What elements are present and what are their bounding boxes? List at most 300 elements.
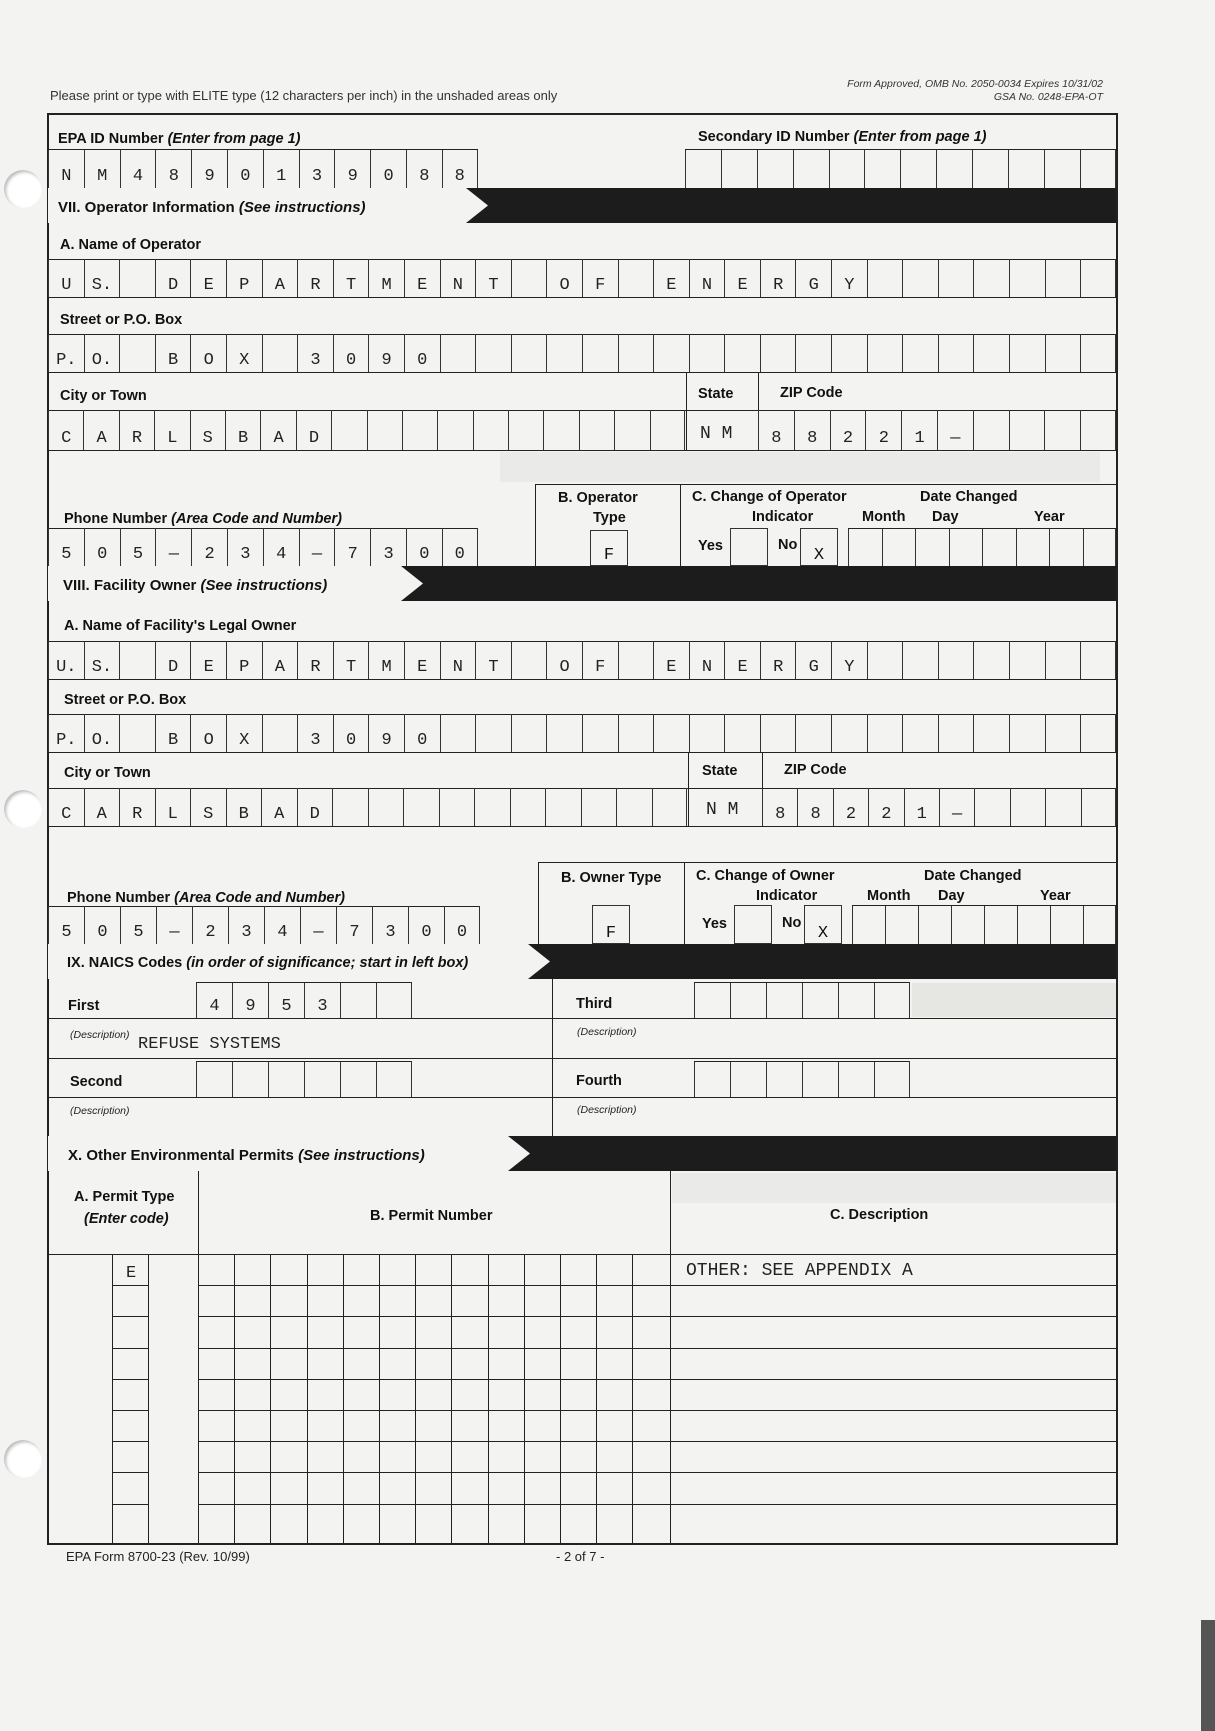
no-checkbox[interactable]: X [800,528,838,566]
owner-street-char[interactable] [1045,714,1081,752]
epa-id-char[interactable]: 0 [370,150,406,188]
secondary-id-char[interactable] [936,150,972,188]
owner-street-char[interactable]: X [226,714,262,752]
owner-street-char[interactable] [262,714,298,752]
owner-zip-char[interactable] [1045,788,1080,826]
operator-phone-char[interactable]: 4 [263,528,299,566]
operator-street-char[interactable] [119,334,155,372]
naics-first-char[interactable]: 4 [196,982,232,1018]
operator-name-char[interactable]: R [297,259,333,297]
secondary-id-char[interactable] [793,150,829,188]
owner-street-char[interactable] [475,714,511,752]
operator-street-char[interactable]: B [155,334,191,372]
operator-city-char[interactable] [543,410,578,450]
owner-name-char[interactable]: R [297,641,333,679]
secondary-id-char[interactable] [1080,150,1116,188]
epa-id-char[interactable]: 8 [155,150,191,188]
operator-name-char[interactable]: R [760,259,796,297]
operator-phone-char[interactable]: 3 [370,528,406,566]
operator-name-char[interactable]: E [653,259,689,297]
operator-street-char[interactable]: 0 [333,334,369,372]
owner-phone-char[interactable]: 2 [192,906,228,944]
epa-id-char[interactable]: 8 [442,150,478,188]
operator-city-char[interactable] [508,410,543,450]
owner-zip-char[interactable]: 2 [833,788,868,826]
naics-second-field[interactable] [196,1061,412,1097]
owner-name-char[interactable]: E [190,641,226,679]
secondary-id-field[interactable] [685,150,1116,188]
operator-date-field[interactable] [848,528,1116,566]
operator-zip-char[interactable]: 2 [830,410,866,450]
operator-phone-char[interactable]: 0 [406,528,442,566]
naics-fourth-char[interactable] [730,1061,766,1097]
operator-name-char[interactable] [902,259,938,297]
operator-date-char[interactable] [1049,528,1083,566]
operator-phone-char[interactable]: 3 [227,528,263,566]
operator-city-char[interactable]: A [83,410,118,450]
naics-fourth-field[interactable] [694,1061,910,1097]
operator-city-field[interactable] [48,410,685,450]
operator-zip-field[interactable] [758,410,1116,450]
naics-first-char[interactable]: 3 [304,982,340,1018]
owner-street-char[interactable] [760,714,796,752]
owner-city-char[interactable]: B [226,788,262,826]
operator-zip-char[interactable] [1009,410,1045,450]
operator-street-char[interactable] [511,334,547,372]
naics-first-char[interactable]: 9 [232,982,268,1018]
owner-street-char[interactable] [1080,714,1116,752]
owner-street-char[interactable] [618,714,654,752]
permit-type-row-1[interactable]: E [126,1264,137,1283]
owner-phone-char[interactable]: 5 [48,906,84,944]
owner-name-char[interactable] [867,641,903,679]
operator-zip-char[interactable]: 8 [794,410,830,450]
operator-phone-char[interactable]: — [299,528,335,566]
operator-zip-char[interactable]: 8 [758,410,794,450]
owner-name-char[interactable]: Y [831,641,867,679]
owner-street-char[interactable] [867,714,903,752]
operator-date-char[interactable] [949,528,983,566]
operator-street-char[interactable] [618,334,654,372]
operator-phone-char[interactable]: — [155,528,191,566]
epa-id-char[interactable]: 0 [227,150,263,188]
operator-name-char[interactable]: S. [84,259,120,297]
operator-street-char[interactable] [262,334,298,372]
operator-name-char[interactable]: P [226,259,262,297]
epa-id-char[interactable]: N [48,150,84,188]
owner-street-char[interactable] [938,714,974,752]
operator-city-char[interactable] [437,410,472,450]
operator-phone-char[interactable]: 2 [191,528,227,566]
owner-yes-checkbox[interactable] [734,905,772,944]
naics-third-char[interactable] [802,982,838,1018]
operator-street-char[interactable] [938,334,974,372]
operator-street-char[interactable]: O [190,334,226,372]
operator-type-field[interactable]: F [590,530,628,566]
operator-zip-char[interactable]: 1 [901,410,937,450]
operator-street-char[interactable] [973,334,1009,372]
naics-first-char[interactable] [376,982,412,1018]
owner-name-char[interactable]: O [546,641,582,679]
operator-zip-char[interactable]: — [937,410,973,450]
owner-name-char[interactable]: N [689,641,725,679]
permit-description-row-1[interactable]: OTHER: SEE APPENDIX A [686,1261,913,1281]
naics-third-char[interactable] [730,982,766,1018]
operator-phone-char[interactable]: 0 [442,528,478,566]
epa-id-char[interactable]: M [84,150,120,188]
operator-city-char[interactable] [331,410,366,450]
operator-city-char[interactable]: A [260,410,295,450]
owner-no-checkbox[interactable]: X [804,905,842,944]
yes-checkbox[interactable] [730,528,768,566]
owner-phone-char[interactable]: 0 [84,906,120,944]
operator-phone-field[interactable] [48,528,478,566]
naics-second-desc-label: (Description) [70,1105,130,1117]
naics-first-char[interactable] [340,982,376,1018]
operator-city-char[interactable]: B [225,410,260,450]
operator-date-char[interactable] [915,528,949,566]
epa-id-field[interactable] [48,150,478,188]
permit-grid-line [560,1254,561,1545]
owner-street-char[interactable] [1009,714,1045,752]
epa-id-char[interactable]: 8 [406,150,442,188]
permit-grid-line [198,1379,1116,1380]
naics-second-char[interactable] [304,1061,340,1097]
owner-name-char[interactable] [511,641,547,679]
owner-name-char[interactable]: E [404,641,440,679]
owner-zip-char[interactable] [1081,788,1116,826]
naics-third-char[interactable] [838,982,874,1018]
operator-street-char[interactable] [1045,334,1081,372]
owner-city-char[interactable]: D [297,788,333,826]
operator-name-char[interactable]: D [155,259,191,297]
owner-name-char[interactable]: F [582,641,618,679]
owner-phone-char[interactable]: — [156,906,192,944]
operator-state-value[interactable]: N M [700,424,733,444]
naics-third-char[interactable] [874,982,910,1018]
operator-street-char[interactable] [760,334,796,372]
operator-city-char[interactable] [402,410,437,450]
operator-zip-char[interactable] [1044,410,1080,450]
secondary-id-char[interactable] [864,150,900,188]
operator-date-char[interactable] [1016,528,1050,566]
operator-street-char[interactable] [653,334,689,372]
secondary-id-char[interactable] [972,150,1008,188]
epa-id-char[interactable]: 1 [263,150,299,188]
operator-name-char[interactable]: Y [831,259,867,297]
owner-city-char[interactable]: L [155,788,191,826]
owner-zip-char[interactable]: 1 [904,788,939,826]
operator-name-char[interactable]: F [582,259,618,297]
owner-city-char[interactable] [510,788,546,826]
epa-id-char[interactable]: 9 [334,150,370,188]
permit-grid-line [112,1348,148,1349]
owner-city-char[interactable] [545,788,581,826]
operator-name-char[interactable]: O [546,259,582,297]
owner-phone-char[interactable]: 7 [336,906,372,944]
owner-name-char[interactable]: U. [48,641,84,679]
owner-date-char[interactable] [852,905,885,944]
owner-street-char[interactable] [546,714,582,752]
operator-street-char[interactable] [546,334,582,372]
owner-date-char[interactable] [951,905,984,944]
change-operator-label: C. Change of Operator [692,489,847,505]
owner-street-char[interactable] [831,714,867,752]
owner-name-char[interactable]: T [475,641,511,679]
owner-city-char[interactable] [332,788,368,826]
owner-name-char[interactable]: E [724,641,760,679]
operator-phone-char[interactable]: 0 [84,528,120,566]
operator-street-char[interactable] [831,334,867,372]
secondary-id-char[interactable] [900,150,936,188]
owner-street-char[interactable] [653,714,689,752]
operator-street-char[interactable] [867,334,903,372]
operator-street-char[interactable] [689,334,725,372]
owner-street-char[interactable] [795,714,831,752]
owner-name-char[interactable]: R [760,641,796,679]
owner-street-char[interactable] [689,714,725,752]
operator-name-char[interactable] [867,259,903,297]
owner-phone-char[interactable]: 3 [228,906,264,944]
operator-name-char[interactable]: T [475,259,511,297]
owner-street-char[interactable]: 9 [368,714,404,752]
owner-phone-char[interactable]: — [300,906,336,944]
owner-date-char[interactable] [1017,905,1050,944]
owner-city-char[interactable] [581,788,617,826]
owner-name-char[interactable]: E [653,641,689,679]
naics-second-char[interactable] [268,1061,304,1097]
owner-zip-char[interactable]: — [939,788,974,826]
operator-city-char[interactable]: C [48,410,83,450]
operator-city-char[interactable] [473,410,508,450]
approval-line-1: Form Approved, OMB No. 2050-0034 Expires 10/31/02 [847,78,1103,90]
operator-street-char[interactable]: 9 [368,334,404,372]
owner-street-char[interactable]: O [190,714,226,752]
secondary-id-char[interactable] [1008,150,1044,188]
operator-phone-char[interactable]: 7 [334,528,370,566]
naics-fourth-char[interactable] [694,1061,730,1097]
owner-phone-field[interactable] [48,906,480,944]
operator-name-char[interactable]: E [190,259,226,297]
operator-street-char[interactable] [724,334,760,372]
naics-first-field[interactable] [196,982,412,1018]
owner-zip-char[interactable]: 8 [797,788,832,826]
operator-name-char[interactable] [1045,259,1081,297]
owner-street-char[interactable] [119,714,155,752]
owner-date-char[interactable] [984,905,1017,944]
operator-street-field[interactable] [48,334,1116,372]
owner-street-char[interactable]: 3 [297,714,333,752]
owner-street-char[interactable] [902,714,938,752]
owner-name-char[interactable] [902,641,938,679]
owner-zip-char[interactable] [1010,788,1045,826]
owner-city-field[interactable] [48,788,687,826]
naics-third-char[interactable] [694,982,730,1018]
owner-name-char[interactable] [973,641,1009,679]
naics-fourth-char[interactable] [802,1061,838,1097]
operator-name-char[interactable] [1009,259,1045,297]
owner-zip-char[interactable] [974,788,1009,826]
secondary-id-char[interactable] [757,150,793,188]
operator-zip-char[interactable] [1080,410,1116,450]
owner-city-char[interactable]: R [119,788,155,826]
operator-phone-char[interactable]: 5 [48,528,84,566]
owner-name-char[interactable]: P [226,641,262,679]
naics-fourth-char[interactable] [766,1061,802,1097]
secondary-id-char[interactable] [685,150,721,188]
owner-phone-char[interactable]: 0 [408,906,444,944]
owner-type-field[interactable]: F [592,905,630,944]
owner-date-char[interactable] [885,905,918,944]
operator-street-char[interactable]: P. [48,334,84,372]
owner-city-char[interactable]: C [48,788,84,826]
naics-third-field[interactable] [694,982,910,1018]
owner-city-char[interactable]: S [190,788,226,826]
operator-name-char[interactable]: T [333,259,369,297]
operator-name-char[interactable]: N [440,259,476,297]
owner-name-char[interactable] [938,641,974,679]
owner-street-char[interactable]: 0 [404,714,440,752]
operator-city-char[interactable]: S [190,410,225,450]
owner-street-field[interactable] [48,714,1116,752]
owner-zip-char[interactable]: 2 [868,788,903,826]
epa-id-char[interactable]: 4 [120,150,156,188]
owner-street-char[interactable]: B [155,714,191,752]
owner-phone-char[interactable]: 3 [372,906,408,944]
owner-phone-char[interactable]: 4 [264,906,300,944]
owner-street-char[interactable] [973,714,1009,752]
owner-city-char[interactable] [403,788,439,826]
owner-date-char[interactable] [1050,905,1083,944]
operator-street-char[interactable] [1080,334,1116,372]
owner-street-char[interactable] [582,714,618,752]
owner-city-char[interactable]: A [84,788,120,826]
naics-second-char[interactable] [232,1061,268,1097]
operator-name-char[interactable] [938,259,974,297]
operator-street-char[interactable]: X [226,334,262,372]
owner-street-char[interactable] [440,714,476,752]
naics-first-char[interactable]: 5 [268,982,304,1018]
operator-zip-char[interactable]: 2 [865,410,901,450]
owner-name-char[interactable] [618,641,654,679]
owner-name-char[interactable]: N [440,641,476,679]
operator-name-char[interactable] [1080,259,1116,297]
naics-third-char[interactable] [766,982,802,1018]
operator-date-char[interactable] [1083,528,1117,566]
owner-city-char[interactable] [439,788,475,826]
owner-street-char[interactable]: O. [84,714,120,752]
epa-id-char[interactable]: 3 [299,150,335,188]
owner-zip-char[interactable]: 8 [762,788,797,826]
naics-second-char[interactable] [196,1061,232,1097]
operator-date-char[interactable] [982,528,1016,566]
secondary-id-char[interactable] [721,150,757,188]
secondary-id-char[interactable] [829,150,865,188]
operator-city-char[interactable] [614,410,649,450]
operator-street-char[interactable]: 0 [404,334,440,372]
operator-street-char[interactable] [795,334,831,372]
operator-city-char[interactable] [367,410,402,450]
operator-street-char[interactable] [475,334,511,372]
operator-name-field[interactable] [48,259,1116,297]
operator-street-char[interactable]: O. [84,334,120,372]
operator-name-char[interactable]: N [689,259,725,297]
owner-city-char[interactable] [616,788,652,826]
operator-city-char[interactable] [579,410,614,450]
owner-city-char[interactable] [368,788,404,826]
operator-name-char[interactable]: A [262,259,298,297]
owner-date-char[interactable] [918,905,951,944]
owner-zip-field[interactable] [762,788,1116,826]
owner-name-char[interactable] [1009,641,1045,679]
owner-name-char[interactable]: A [262,641,298,679]
owner-name-char[interactable] [119,641,155,679]
operator-name-char[interactable] [618,259,654,297]
operator-name-char[interactable]: E [404,259,440,297]
owner-name-char[interactable] [1045,641,1081,679]
owner-city-char[interactable]: A [261,788,297,826]
operator-street-char[interactable] [1009,334,1045,372]
operator-date-char[interactable] [882,528,916,566]
naics-first-description[interactable]: REFUSE SYSTEMS [138,1035,281,1054]
owner-city-char[interactable] [652,788,688,826]
operator-name-char[interactable] [973,259,1009,297]
owner-street-char[interactable]: 0 [333,714,369,752]
naics-second-char[interactable] [340,1061,376,1097]
operator-name-char[interactable] [511,259,547,297]
owner-name-char[interactable]: D [155,641,191,679]
owner-city-char[interactable] [474,788,510,826]
operator-phone-char[interactable]: 5 [120,528,156,566]
operator-street-char[interactable] [902,334,938,372]
operator-date-char[interactable] [848,528,882,566]
epa-id-char[interactable]: 9 [191,150,227,188]
operator-street-char[interactable] [440,334,476,372]
naics-second-char[interactable] [376,1061,412,1097]
operator-city-char[interactable]: L [154,410,189,450]
owner-name-field[interactable] [48,641,1116,679]
owner-phone-char[interactable]: 5 [120,906,156,944]
owner-state-value[interactable]: N M [706,800,739,820]
owner-date-char[interactable] [1083,905,1116,944]
owner-street-char[interactable]: P. [48,714,84,752]
owner-date-field[interactable] [852,905,1116,944]
operator-zip-char[interactable] [973,410,1009,450]
secondary-id-char[interactable] [1044,150,1080,188]
operator-city-char[interactable]: D [296,410,331,450]
owner-street-char[interactable] [511,714,547,752]
owner-phone-char[interactable]: 0 [444,906,480,944]
owner-name-char[interactable]: T [333,641,369,679]
owner-name-char[interactable]: S. [84,641,120,679]
operator-name-char[interactable]: U [48,259,84,297]
operator-name-char[interactable]: E [724,259,760,297]
change-operator-indicator-label: Indicator [752,509,814,525]
owner-street-char[interactable] [724,714,760,752]
naics-fourth-char[interactable] [838,1061,874,1097]
naics-fourth-char[interactable] [874,1061,910,1097]
owner-name-char[interactable]: G [795,641,831,679]
operator-name-char[interactable]: M [368,259,404,297]
operator-street-char[interactable] [582,334,618,372]
operator-city-char[interactable] [650,410,685,450]
operator-name-char[interactable]: G [795,259,831,297]
operator-city-char[interactable]: R [119,410,154,450]
owner-name-char[interactable]: M [368,641,404,679]
operator-name-char[interactable] [119,259,155,297]
owner-name-char[interactable] [1080,641,1116,679]
operator-street-char[interactable]: 3 [297,334,333,372]
